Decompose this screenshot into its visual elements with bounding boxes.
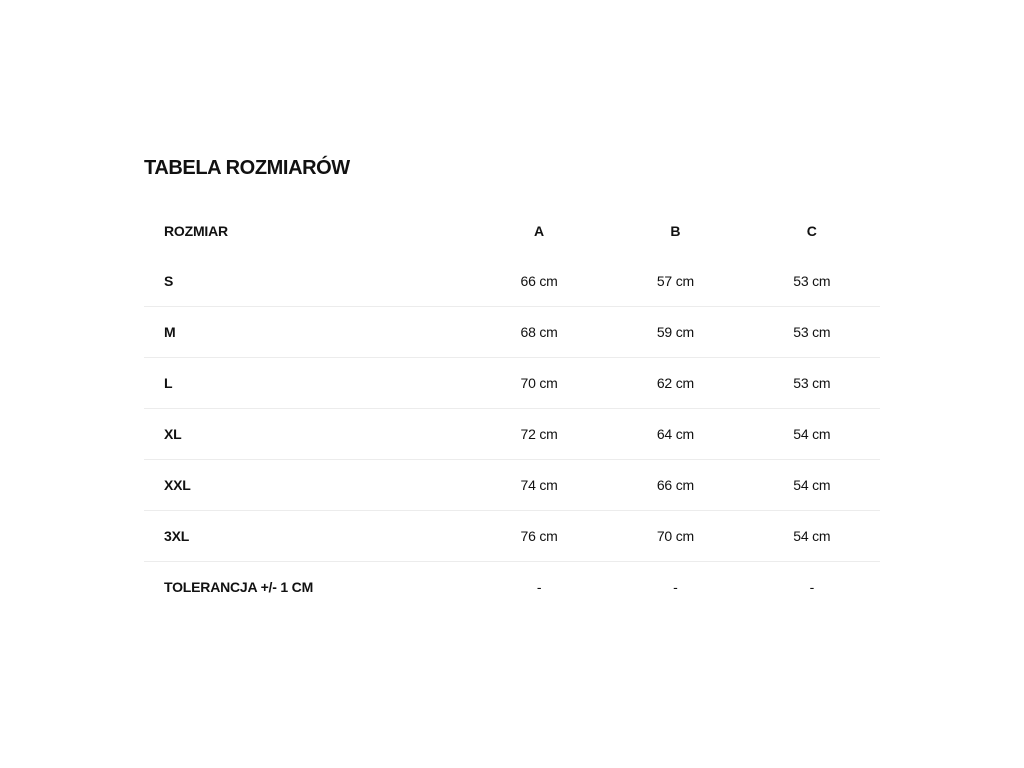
measure-c: 54 cm bbox=[744, 409, 880, 460]
page-title: TABELA ROZMIARÓW bbox=[144, 157, 350, 179]
header-size: ROZMIAR bbox=[164, 223, 228, 239]
measure-b: 70 cm bbox=[607, 511, 743, 562]
measure-b: 59 cm bbox=[607, 307, 743, 358]
header-b: B bbox=[670, 223, 681, 239]
table-row bbox=[144, 307, 880, 358]
tolerance-label: TOLERANCJA +/- 1 CM bbox=[144, 562, 471, 613]
measure-c: 53 cm bbox=[793, 273, 831, 289]
size-label: XXL bbox=[144, 460, 471, 511]
measure-b: 57 cm bbox=[656, 273, 694, 289]
header-c: C bbox=[806, 223, 817, 239]
measure-c: 53 cm bbox=[744, 307, 880, 358]
tolerance-b: - bbox=[607, 562, 743, 613]
measure-a: 66 cm bbox=[520, 273, 558, 289]
table-row bbox=[144, 256, 880, 307]
measure-a: 72 cm bbox=[471, 409, 607, 460]
measure-a: 68 cm bbox=[471, 307, 607, 358]
measure-b: 64 cm bbox=[607, 409, 743, 460]
measure-a: 76 cm bbox=[471, 511, 607, 562]
table-row bbox=[144, 409, 880, 460]
size-label: XL bbox=[144, 409, 471, 460]
measure-c: 54 cm bbox=[744, 460, 880, 511]
table-header-row bbox=[144, 206, 880, 256]
measure-a: 70 cm bbox=[471, 358, 607, 409]
measure-b: 66 cm bbox=[607, 460, 743, 511]
size-table bbox=[144, 206, 880, 612]
table-row-tolerance bbox=[144, 562, 880, 613]
tolerance-a: - bbox=[471, 562, 607, 613]
table-row bbox=[144, 511, 880, 562]
header-a: A bbox=[533, 223, 545, 239]
table-row bbox=[144, 460, 880, 511]
measure-c: 54 cm bbox=[744, 511, 880, 562]
size-label: S bbox=[164, 273, 174, 289]
measure-a: 74 cm bbox=[471, 460, 607, 511]
table-row bbox=[144, 358, 880, 409]
tolerance-c: - bbox=[744, 562, 880, 613]
measure-b: 62 cm bbox=[607, 358, 743, 409]
size-label: L bbox=[144, 358, 471, 409]
size-label: 3XL bbox=[144, 511, 471, 562]
size-label: M bbox=[144, 307, 471, 358]
measure-c: 53 cm bbox=[744, 358, 880, 409]
